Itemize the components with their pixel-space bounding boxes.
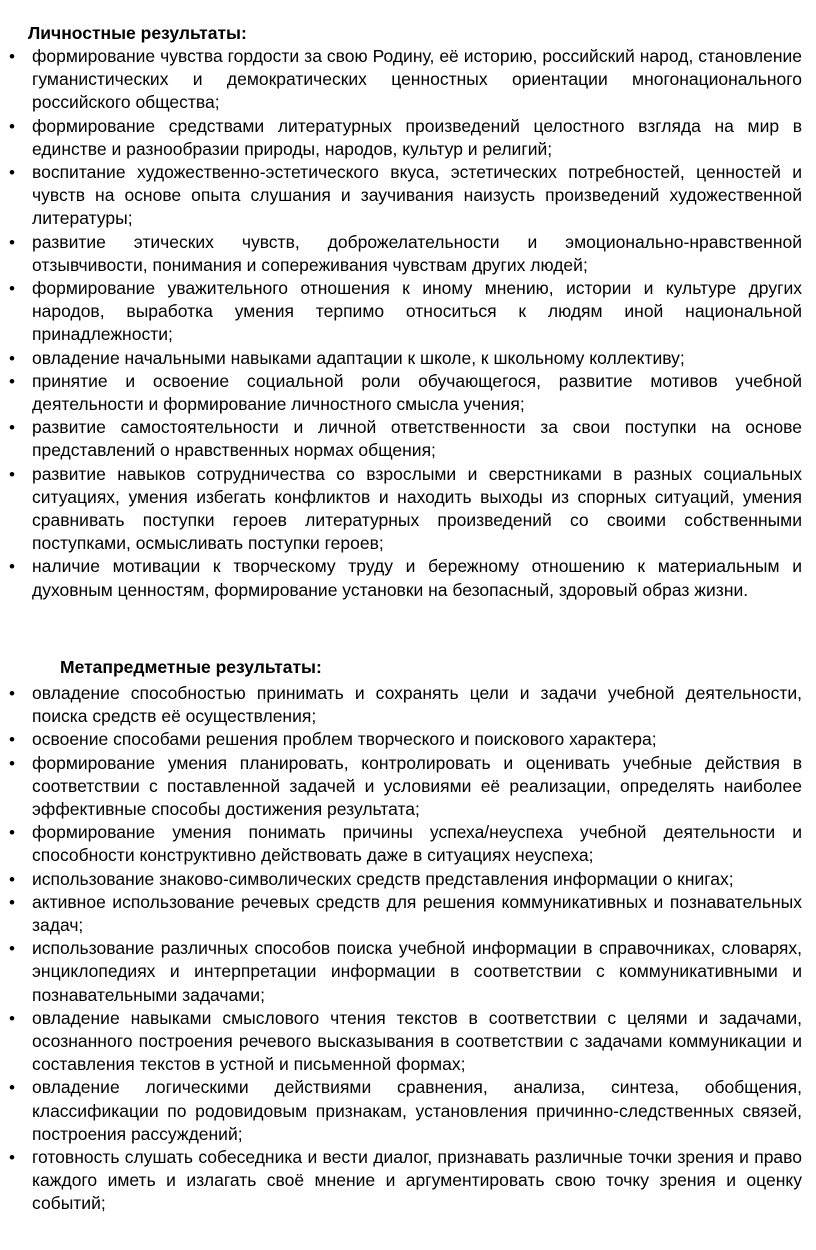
list-item <box>0 161 816 231</box>
list-item <box>0 891 816 937</box>
bullet-icon: • <box>9 557 15 577</box>
personal-results-list <box>0 45 816 602</box>
list-item <box>0 728 816 751</box>
list-item <box>0 555 816 601</box>
list-item-text: готовность слушать собеседника и вести диалог, признавать различные точки зрения и право каждого иметь и излагать своё мнение и аргументировать свою точку зрения и оценку событий; <box>32 1147 802 1214</box>
bullet-icon: • <box>9 279 15 299</box>
bullet-icon: • <box>9 1078 15 1098</box>
list-item <box>0 1146 816 1216</box>
list-item-text: принятие и освоение социальной роли обучающегося, развитие мотивов учебной деятельности и формирование личностного смысла учения; <box>32 370 802 415</box>
list-item <box>0 115 816 161</box>
bullet-icon: • <box>9 163 15 183</box>
list-item <box>0 1007 816 1077</box>
list-item-text: формирование чувства гордости за свою Родину, её историю, российский народ, становление гуманистических и демократических ценностных ориентации многонационального российского общества; <box>32 46 802 113</box>
bullet-icon: • <box>9 116 15 136</box>
list-item-text: формирование умения планировать, контролировать и оценивать учебные действия в соответствии с поставленной задачей и условиями её реализации, определять наиболее эффективные способы достижения результата; <box>32 752 802 820</box>
bullet-icon: • <box>9 823 15 843</box>
list-item-text: воспитание художественно-эстетического вкуса, эстетических потребностей, ценностей и чувств на основе опыта слушания и заучивания наизусть произведений художественной литературы; <box>32 162 802 229</box>
list-item <box>0 231 816 277</box>
bullet-icon: • <box>9 371 15 391</box>
list-item-text: овладение начальными навыками адаптации к школе, к школьному коллективу; <box>32 347 685 368</box>
section-heading-metasubject-results: Метапредметные результаты: <box>60 657 322 677</box>
bullet-icon: • <box>9 892 15 912</box>
list-item-text: овладение логическими действиями сравнения, анализа, синтеза, обобщения, классификации по родовидовым признакам, установления причинно-следственных связей, построения рассуждений; <box>32 1077 802 1144</box>
list-item-text: развитие этических чувств, доброжелательности и эмоционально-нравственной отзывчивости, понимания и сопереживания чувствам других людей; <box>32 231 802 275</box>
bullet-icon: • <box>9 730 15 750</box>
bullet-icon: • <box>9 869 15 889</box>
bullet-icon: • <box>9 47 15 66</box>
list-item <box>0 45 816 115</box>
list-item-text: овладение способностью принимать и сохранять цели и задачи учебной деятельности, поиска средств её осуществления; <box>32 683 802 727</box>
section-heading-personal-results: Личностные результаты: <box>28 23 247 43</box>
list-item-text: развитие самостоятельности и личной ответственности за свои поступки на основе представлений о нравственных нормах общения; <box>32 417 802 461</box>
metasubject-results-list <box>0 682 816 1216</box>
list-item <box>0 937 816 1007</box>
bullet-icon: • <box>9 1148 15 1168</box>
bullet-icon: • <box>9 418 15 438</box>
list-item-text: развитие навыков сотрудничества со взрослыми и сверстниками в разных социальных ситуациях, умения избегать конфликтов и находить выходы из спорных ситуаций, умения сравнивать поступки героев литературных произведений со своими собственными поступками, осмысливать поступки героев; <box>32 463 802 554</box>
list-item-text: формирование умения понимать причины успеха/неуспеха учебной деятельности и способности конструктивно действовать даже в ситуациях неуспеха; <box>32 822 802 866</box>
list-item <box>0 463 816 556</box>
bullet-icon: • <box>9 939 15 959</box>
list-item <box>0 347 816 370</box>
list-item <box>0 752 816 822</box>
list-item <box>0 370 816 416</box>
list-item <box>0 821 816 867</box>
list-item-text: формирование уважительного отношения к иному мнению, истории и культуре других народов, выработка умения терпимо относиться к людям иной национальной принадлежности; <box>32 278 802 345</box>
bullet-icon: • <box>9 464 15 484</box>
list-item <box>0 682 816 728</box>
list-item <box>0 277 816 347</box>
list-item-text: активное использование речевых средств для решения коммуникативных и познавательных задач; <box>32 891 802 936</box>
list-item-text: наличие мотивации к творческому труду и бережному отношению к материальным и духовным ценностям, формирование установки на безопасный, здоровый образ жизни. <box>32 556 802 600</box>
list-item <box>0 868 816 891</box>
list-item <box>0 416 816 462</box>
list-item-text: использование знаково-символических средств представления информации о книгах; <box>32 868 734 889</box>
bullet-icon: • <box>9 753 15 773</box>
bullet-icon: • <box>9 348 15 368</box>
list-item-text: использование различных способов поиска учебной информации в справочниках, словарях, энциклопедиях и интерпретации информации в соответствии с коммуникативными и познавательными задачами; <box>32 938 802 1005</box>
bullet-icon: • <box>9 1008 15 1028</box>
bullet-icon: • <box>9 684 15 703</box>
list-item <box>0 1076 816 1146</box>
bullet-icon: • <box>9 232 15 252</box>
list-item-text: формирование средствами литературных произведений целостного взгляда на мир в единстве и разнообразии природы, народов, культур и религий; <box>32 115 802 159</box>
list-item-text: освоение способами решения проблем творческого и поискового характера; <box>32 729 657 750</box>
list-item-text: овладение навыками смыслового чтения текстов в соответствии с целями и задачами, осознанного построения речевого высказывания в соответствии с задачами коммуникации и составления текстов в устной и письменной формах; <box>32 1007 802 1075</box>
